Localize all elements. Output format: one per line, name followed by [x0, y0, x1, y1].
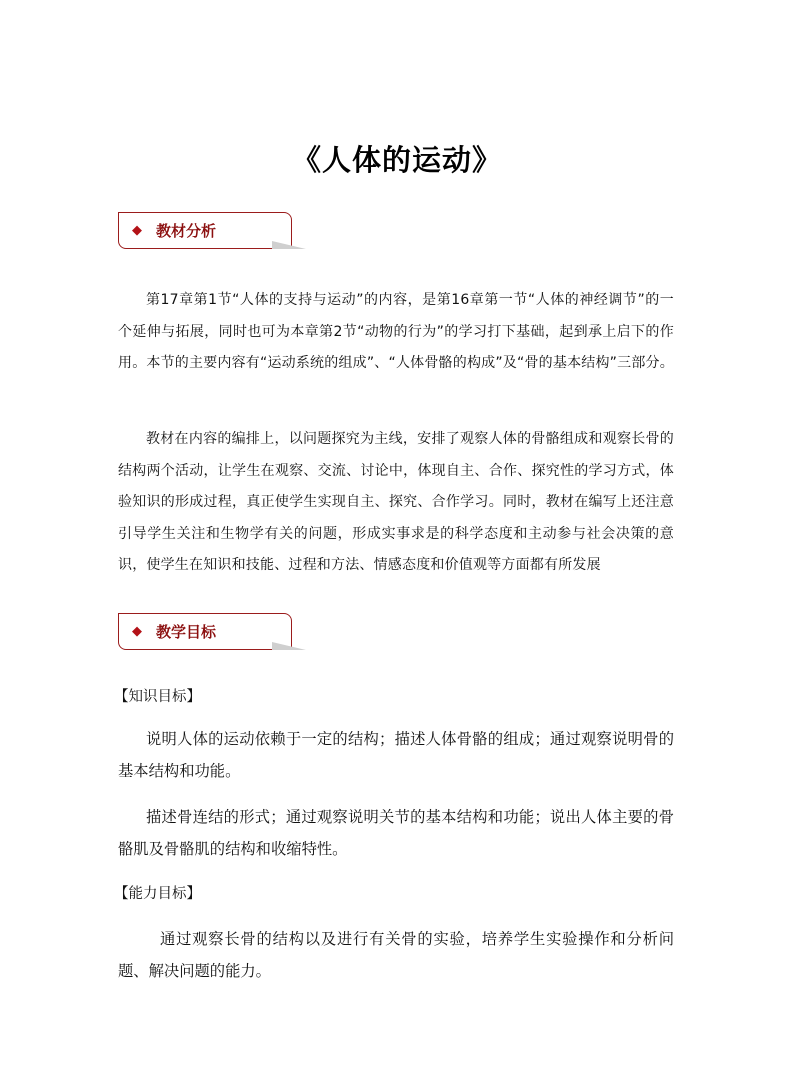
- analysis-paragraph-2: 教材在内容的编排上，以问题探究为主线，安排了观察人体的骨骼组成和观察长骨的结构两个活动，让学生在观察、交流、讨论中，体现自主、合作、探究性的学习方式，体验知识的形成过程，真正使学生实现自主、探究、合作学习。同时，教材在编写上还注意引导学生关注和生物学有关的问题，形成实事求是的科学态度和主动参与社会决策的意识，使学生在知识和技能、过程和方法、情感态度和价值观等方面都有所发展: [118, 431, 674, 573]
- section-header-analysis: [118, 212, 292, 249]
- analysis-paragraph-1: 第17章第1节“人体的支持与运动”的内容，是第16章第一节“人体的神经调节”的一个延伸与拓展，同时也可为本章第2节“动物的行为”的学习打下基础，起到承上启下的作用。本节的主要内容有“运动系统的组成”、“人体骨骼的构成”及“骨的基本结构”三部分。: [118, 292, 674, 371]
- ability-goal-1: 通过观察长骨的结构以及进行有关骨的实验，培养学生实验操作和分析问题、解决问题的能力。: [118, 930, 674, 980]
- knowledge-goal-1: 说明人体的运动依赖于一定的结构；描述人体骨骼的组成；通过观察说明骨的基本结构和功能。: [118, 730, 674, 780]
- section-label: 教学目标: [156, 623, 217, 641]
- section-shadow-decoration: [272, 642, 306, 650]
- document-title: 《人体的运动》: [291, 143, 502, 177]
- section-shadow-decoration: [272, 241, 306, 249]
- diamond-bullet-icon: ◆: [132, 223, 142, 238]
- section-header-goals: [118, 613, 292, 650]
- knowledge-goal-2: 描述骨连结的形式；通过观察说明关节的基本结构和功能；说出人体主要的骨骼肌及骨骼肌的结构和收缩特性。: [118, 808, 674, 858]
- section-label: 教材分析: [156, 222, 217, 240]
- knowledge-goals-heading: 【知识目标】: [114, 689, 201, 705]
- diamond-bullet-icon: ◆: [132, 624, 142, 639]
- ability-goals-heading: 【能力目标】: [114, 886, 201, 902]
